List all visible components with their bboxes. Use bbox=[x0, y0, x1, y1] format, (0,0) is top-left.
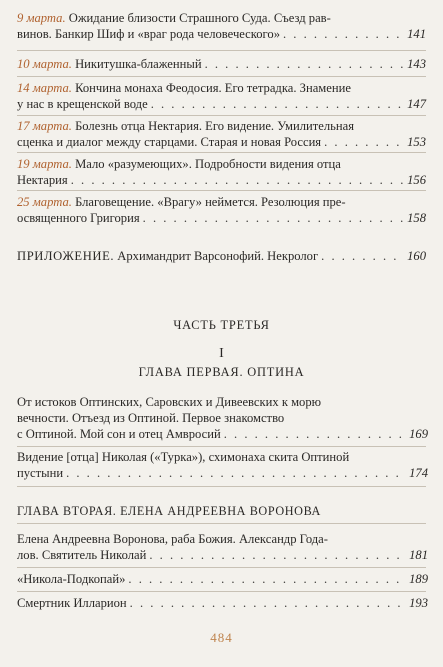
entry-text: Мало «разумеющих». Подробности видения отца bbox=[75, 157, 341, 171]
entry-text: Болезнь отца Нектария. Его видение. Умилительная bbox=[75, 119, 355, 133]
entry-text: вечности. Отъезд из Оптиной. Первое знакомство bbox=[17, 411, 285, 425]
entry-text: с Оптиной. Мой сон и отец Амвросий bbox=[17, 427, 221, 441]
page-number: 174 bbox=[409, 466, 428, 480]
toc-entry-appendix bbox=[17, 248, 426, 264]
leader-dots bbox=[130, 595, 406, 611]
entry-text: Елена Андреевна Воронова, раба Божия. Александр Года- bbox=[17, 532, 328, 546]
entry-text: Никитушка-блаженный bbox=[75, 57, 202, 71]
divider bbox=[17, 76, 426, 77]
divider bbox=[17, 115, 426, 116]
leader-dots bbox=[321, 248, 404, 264]
entry-text: Кончина монаха Феодосия. Его тетрадка. Знамение bbox=[75, 81, 351, 95]
part-title: ЧАСТЬ ТРЕТЬЯ bbox=[173, 318, 270, 332]
entry-text: От истоков Оптинских, Саровских и Дивеевских к морю bbox=[17, 395, 322, 409]
appendix-label: ПРИЛОЖЕНИЕ. bbox=[17, 249, 115, 263]
entry-text: Видение [отца] Николая («Турка»), схимонаха скита Оптиной bbox=[17, 450, 350, 464]
entry-text: «Никола-Подкопай» bbox=[17, 572, 126, 586]
divider bbox=[17, 486, 426, 487]
entry-date: 25 марта. bbox=[17, 195, 72, 209]
page-number: 169 bbox=[409, 427, 428, 441]
divider bbox=[17, 190, 426, 191]
toc-entry-ch2-3 bbox=[17, 595, 428, 611]
toc-entry-ch2-2 bbox=[17, 571, 428, 587]
page-number: 160 bbox=[407, 249, 426, 263]
entry-text: пустыни bbox=[17, 466, 64, 480]
page-number: 153 bbox=[407, 135, 426, 149]
page-number: 143 bbox=[407, 57, 426, 71]
toc-entry-mar9 bbox=[17, 10, 426, 42]
entry-text: Ожидание близости Страшного Суда. Съезд рав- bbox=[68, 11, 331, 25]
divider bbox=[17, 591, 426, 592]
divider bbox=[17, 50, 426, 51]
toc-entry-mar25 bbox=[17, 194, 426, 226]
entry-text: Благовещение. «Врагу» неймется. Резолюция пре- bbox=[75, 195, 346, 209]
leader-dots bbox=[71, 172, 404, 188]
leader-dots bbox=[149, 547, 406, 563]
page-number: 181 bbox=[409, 548, 428, 562]
leader-dots bbox=[205, 56, 405, 72]
page-number: 147 bbox=[407, 97, 426, 111]
divider bbox=[17, 567, 426, 568]
divider bbox=[17, 152, 426, 153]
entry-text: освященного Григория bbox=[17, 211, 140, 225]
page-number: 141 bbox=[407, 27, 426, 41]
entry-date: 9 марта. bbox=[17, 11, 66, 25]
page-folio: 484 bbox=[210, 630, 233, 645]
chapter-numeral: I bbox=[219, 346, 224, 361]
leader-dots bbox=[224, 426, 406, 442]
toc-entry-mar19 bbox=[17, 156, 426, 188]
leader-dots bbox=[66, 465, 406, 481]
page-number: 156 bbox=[407, 173, 426, 187]
appendix-text: Архимандрит Варсонофий. Некролог bbox=[117, 249, 319, 263]
toc-entry-ch1-1 bbox=[17, 394, 428, 442]
entry-text: винов. Банкир Шиф и «враг рода человеческого» bbox=[17, 27, 280, 41]
entry-text: лов. Святитель Николай bbox=[17, 548, 147, 562]
entry-text: у нас в крещенской воде bbox=[17, 97, 148, 111]
divider bbox=[17, 446, 426, 447]
toc-entry-mar10 bbox=[17, 56, 426, 72]
leader-dots bbox=[128, 571, 406, 587]
page-number: 158 bbox=[407, 211, 426, 225]
entry-date: 19 марта. bbox=[17, 157, 72, 171]
leader-dots bbox=[324, 134, 404, 150]
entry-text: сценка и диалог между старцами. Старая и новая Россия bbox=[17, 135, 322, 149]
entry-date: 17 марта. bbox=[17, 119, 72, 133]
leader-dots bbox=[283, 26, 404, 42]
toc-entry-ch1-2 bbox=[17, 449, 428, 481]
chapter-title: ГЛАВА ВТОРАЯ. ЕЛЕНА АНДРЕЕВНА ВОРОНОВА bbox=[17, 504, 321, 518]
toc-entry-ch2-1 bbox=[17, 531, 428, 563]
page-number: 189 bbox=[409, 572, 428, 586]
toc-entry-mar14 bbox=[17, 80, 426, 112]
entry-date: 14 марта. bbox=[17, 81, 72, 95]
chapter-title: ГЛАВА ПЕРВАЯ. ОПТИНА bbox=[138, 365, 305, 379]
divider bbox=[17, 523, 426, 524]
entry-date: 10 марта. bbox=[17, 57, 72, 71]
leader-dots bbox=[151, 96, 404, 112]
entry-text: Нектария bbox=[17, 173, 68, 187]
page-number: 193 bbox=[409, 596, 428, 610]
toc-entry-mar17 bbox=[17, 118, 426, 150]
entry-text: Смертник Илларион bbox=[17, 596, 127, 610]
leader-dots bbox=[143, 210, 404, 226]
